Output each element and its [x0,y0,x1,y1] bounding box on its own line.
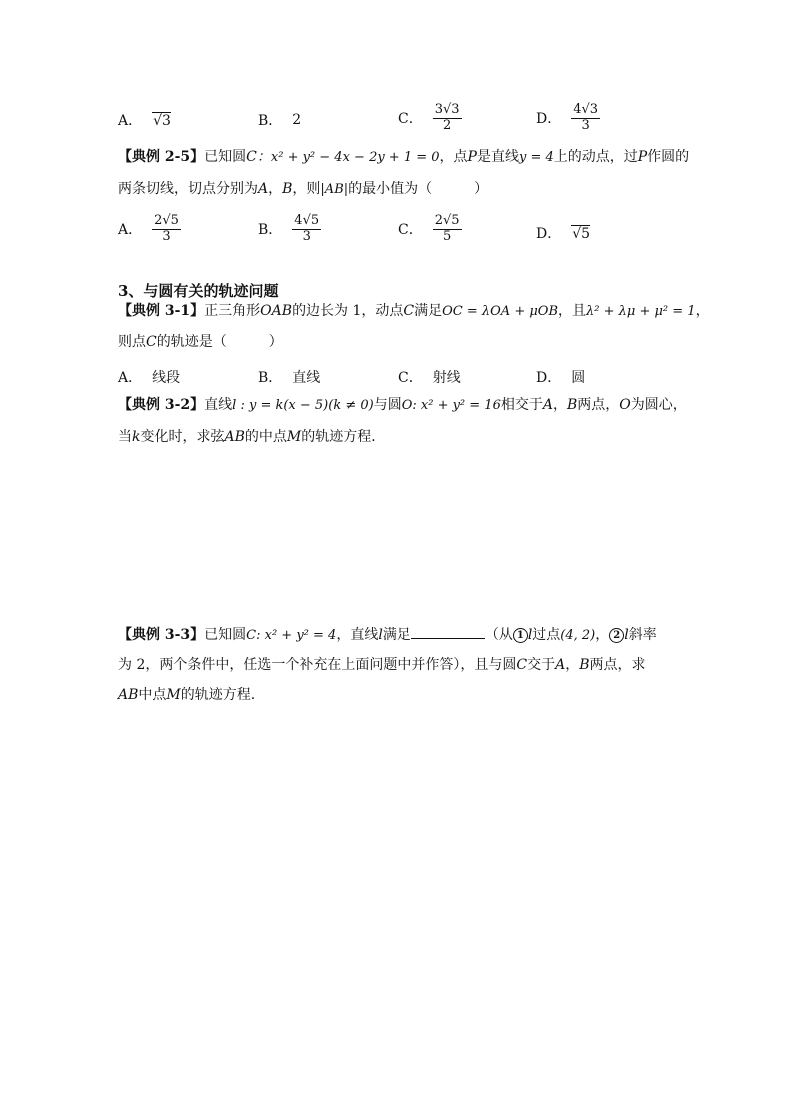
circled-number-1: 1 [513,628,528,643]
option-b: B． 直线 [258,370,321,386]
option-c: C． 射线 [398,370,461,386]
answer-blank[interactable] [411,626,485,639]
fraction: $\frac{4√3}{3}$ [573,102,599,133]
section-heading: 3、与圆有关的轨迹问题 [118,282,279,300]
option-d: D． √5 [536,225,591,242]
q33-line3: AB中点M的轨迹方程. [118,687,256,703]
option-a: A． 线段 [118,370,181,386]
option-a: A． $\frac{2√5}{3}$ [118,213,179,244]
option-a: A． √3 [118,112,171,129]
q25-line2: 两条切线，切点分别为A，B，则|AB|的最小值为（ ） [118,181,489,197]
fraction: $\frac{2√5}{5}$ [434,213,460,244]
q32-line2: 当k变化时，求弦AB的中点M的轨迹方程． [118,429,386,445]
fraction: $\frac{3√3}{2}$ [434,102,460,133]
option-b: B． 2 [258,112,302,129]
option-c: C． $\frac{3√3}{2}$ [398,102,460,133]
fraction: $\frac{2√5}{3}$ [154,213,179,244]
circled-number-2: 2 [609,628,624,643]
q31-line1: 【典例 3-1】正三角形OAB的边长为 1，动点C满足OC = λOA + μOB，且λ² + λμ + μ² = 1， [118,303,710,319]
fraction: $\frac{4√5}{3}$ [294,213,320,244]
option-c: C． $\frac{2√5}{5}$ [398,213,460,244]
q25-line1: 【典例 2-5】已知圆C：x² + y² − 4x − 2y + 1 = 0，点P是直线y = 4上的动点，过P作圆的 [118,149,690,165]
option-d: D． 圆 [536,370,586,386]
q33-line2: 为 2，两个条件中，任选一个补充在上面问题中并作答），且与圆C交于A，B两点，求 [118,657,646,673]
q33-line1: 【典例 3-3】已知圆C: x² + y² = 4，直线l满足 （从 1 l过点(4, 2)， 2 l斜率 [118,627,657,643]
q32-line1: 【典例 3-2】直线l : y = k(x − 5)(k ≠ 0)与圆O: x² + y² = 16相交于A，B两点，O为圆心， [118,397,687,413]
option-d: D． $\frac{4√3}{3}$ [536,102,599,133]
q31-line2: 则点C的轨迹是（ ） [118,334,283,350]
option-b: B． $\frac{4√5}{3}$ [258,213,320,244]
